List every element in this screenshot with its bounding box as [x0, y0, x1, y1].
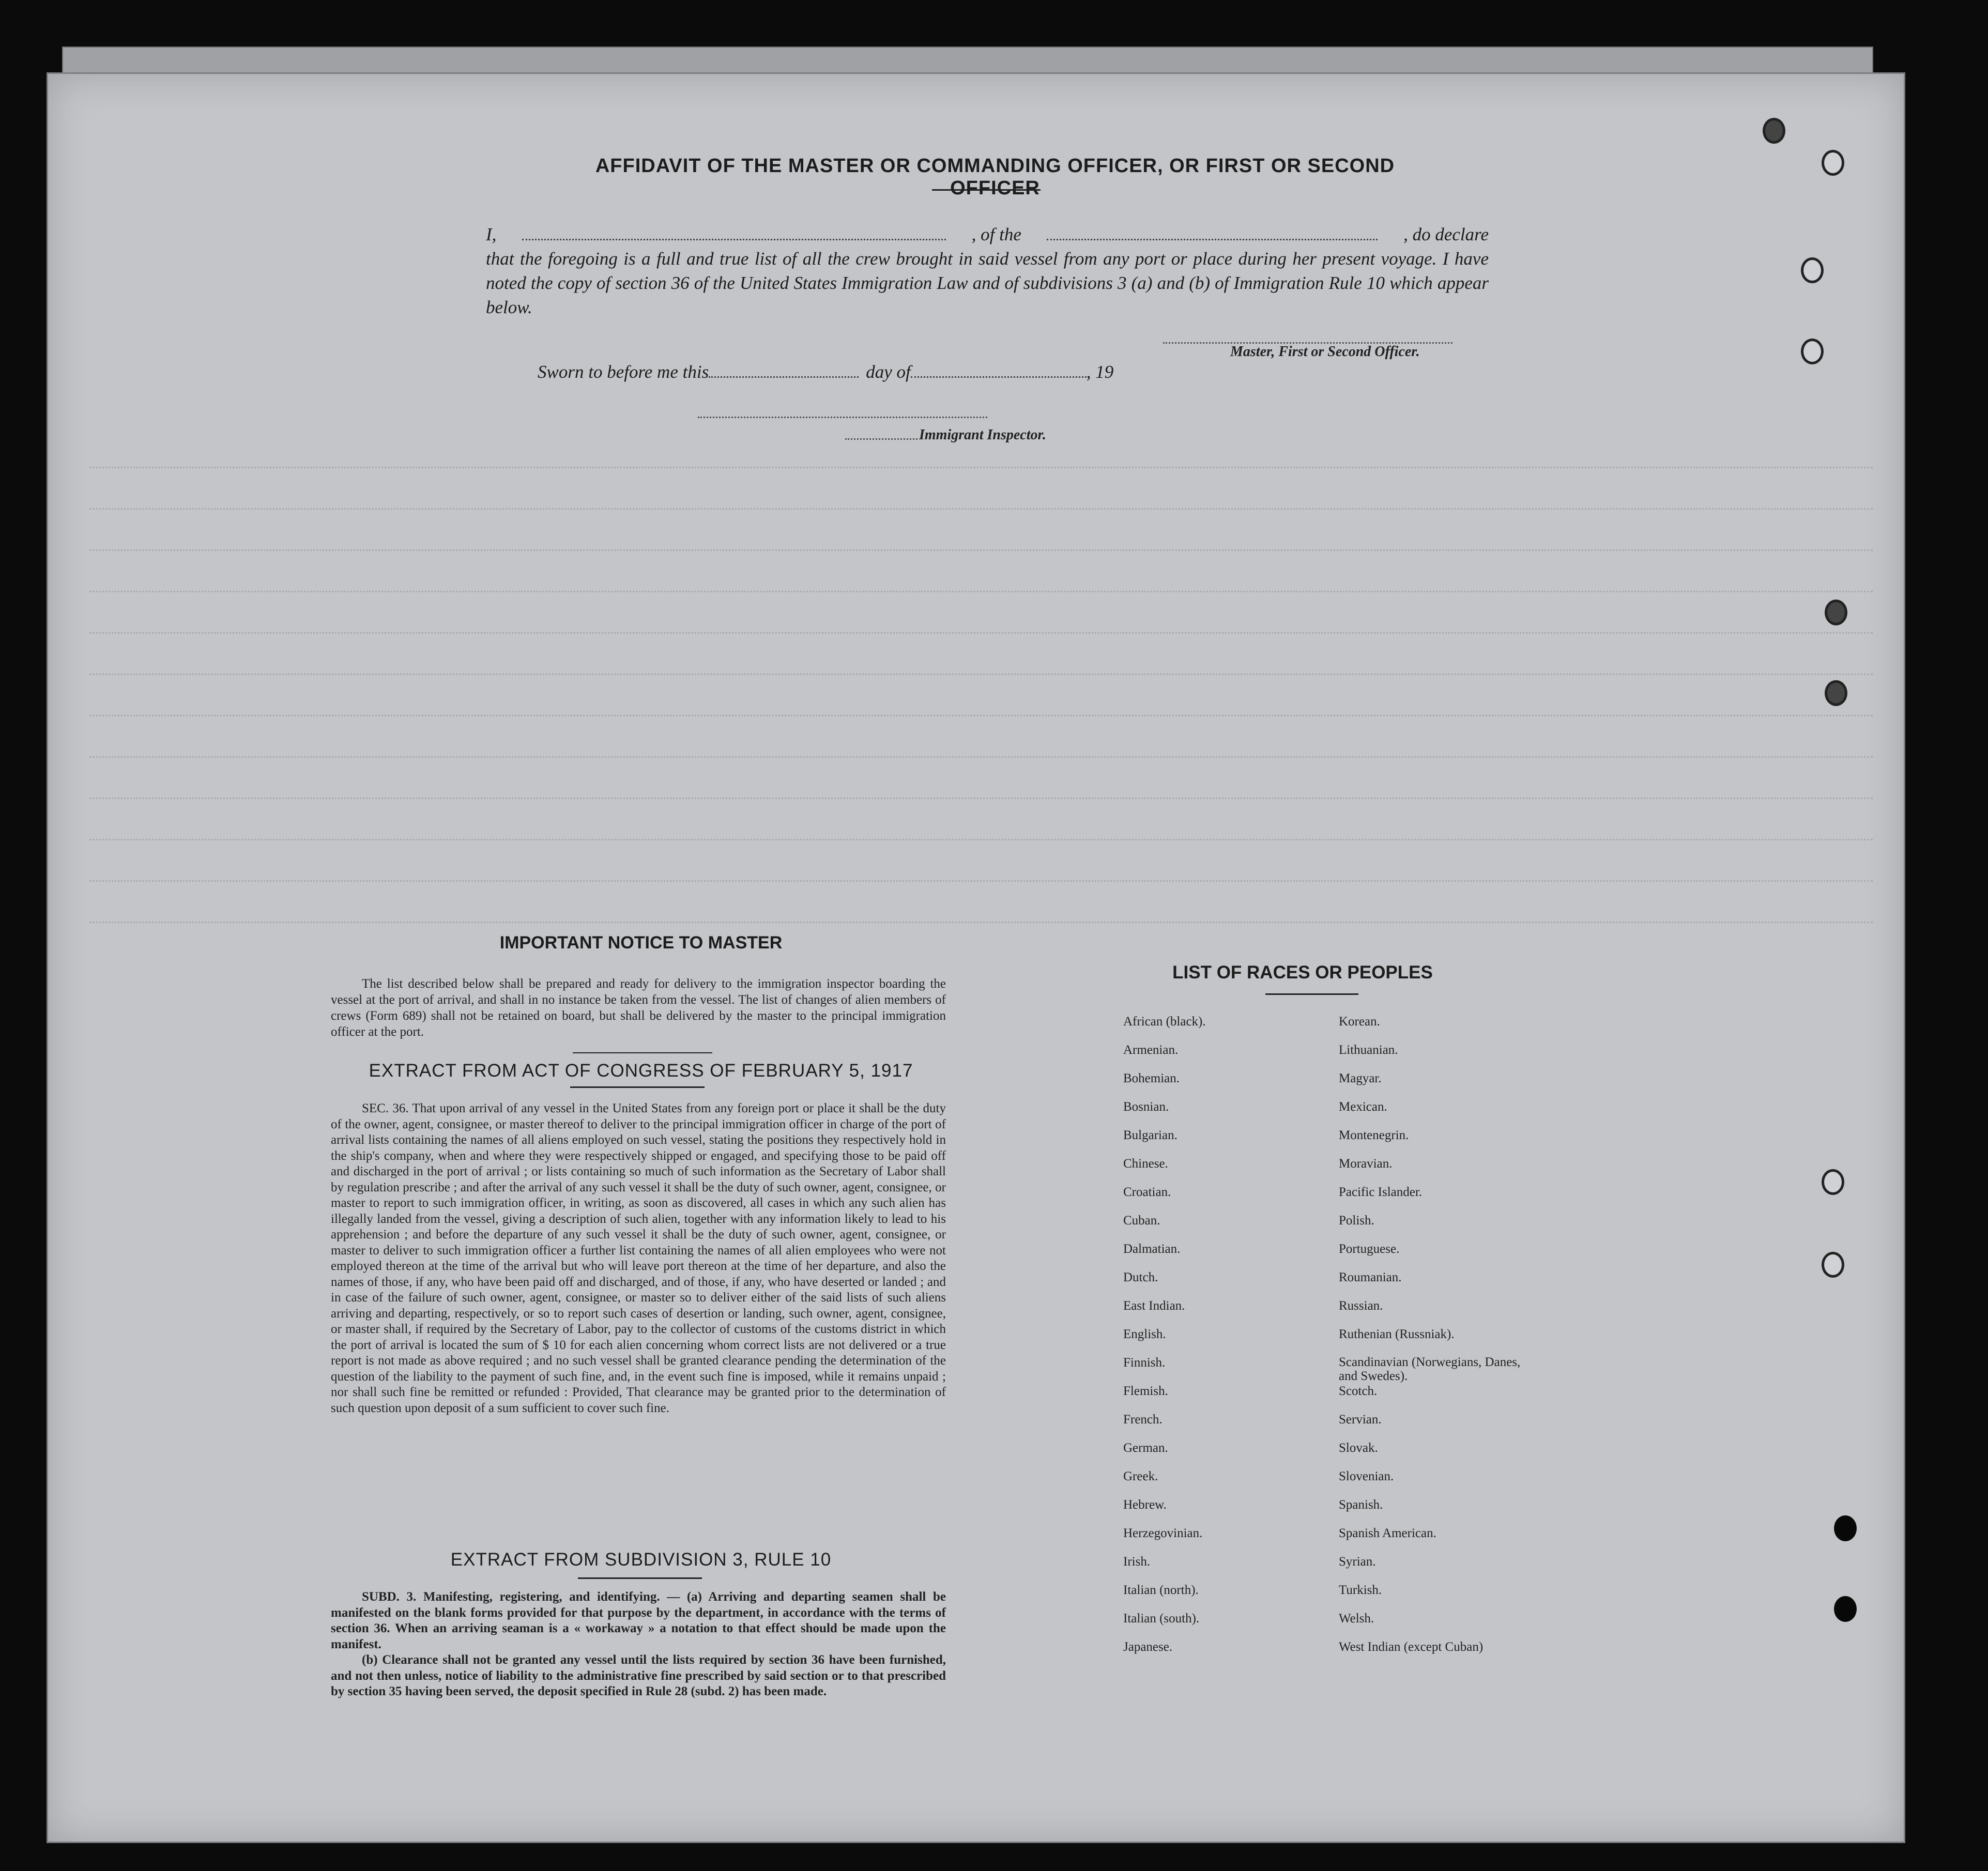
punch-hole-icon [1801, 339, 1824, 364]
crew-list-sheet [47, 72, 1905, 1843]
race-item: French. [1123, 1413, 1163, 1427]
bleed-through-row [89, 632, 1873, 635]
day-blank[interactable] [709, 376, 859, 378]
race-item: Scandinavian (Norwegians, Danes, and Swedes). [1339, 1355, 1521, 1383]
bleed-through-row [89, 798, 1873, 800]
race-item: Ruthenian (Russniak). [1339, 1327, 1455, 1341]
bleed-through-row [89, 880, 1873, 883]
race-item: Polish. [1339, 1214, 1374, 1228]
races-list-right [1339, 1014, 1525, 1668]
punch-hole-icon [1834, 1515, 1857, 1541]
do-declare-label: , do declare [1403, 224, 1489, 244]
race-item: Cuban. [1123, 1214, 1160, 1228]
race-item: Dalmatian. [1123, 1242, 1181, 1256]
race-item: Korean. [1339, 1015, 1380, 1029]
race-item: Spanish American. [1339, 1526, 1436, 1540]
declarant-line [486, 222, 1489, 247]
section-divider [578, 1577, 702, 1579]
bleed-through-row [89, 549, 1873, 552]
race-item: Greek. [1123, 1469, 1158, 1483]
race-item: Finnish. [1123, 1356, 1166, 1370]
extract-rule-title: EXTRACT FROM SUBDIVISION 3, RULE 10 [450, 1550, 832, 1570]
race-item: Russian. [1339, 1299, 1383, 1313]
race-item: Syrian. [1339, 1555, 1376, 1569]
bleed-through-row [89, 467, 1873, 469]
section-36-text: SEC. 36. That upon arrival of any vessel in the United States from any foreign port or place it shall be the duty of the owner, agent, consignee, or master thereof to deliver to the principal immigration officer in charge of the port of arrival lists containing the names of all aliens employed on such vessel, stating the positions they respectively hold in the ship's company, when and where they were respectively shipped or engaged, and specifying those to be paid off and discharged in the port of arrival ; or lists containing so much of such information as the Secretary of Labor shall by regulation prescribe ; and after the arrival of any such vessel it shall be the duty of such owner, agent, consignee, or master to report to such immigration officer, in writing, as soon as discovered, all cases in which any such alien has illegally landed from the vessel, giving a description of such alien, together with any information likely to lead to his apprehension ; and before the departure of any such vessel it shall be the duty of such owner, agent, consignee, or master to deliver to such immigration officer a further list containing the names of all alien employees who were not employed thereon at the time of the arrival but who will leave port thereon at the time of her departure, and also the names of those, if any, who have been paid off and discharged, and of those, if any, who have deserted or landed ; and in case of the failure of such owner, agent, consignee, or master so to deliver either of the said lists of such aliens arriving and departing, respectively, or so to report such cases of desertion or landing, such owner, agent, consignee, or master shall, if required by the Secretary of Labor, pay to the collector of customs of the customs district in which the port of arrival is located the sum of $ 10 for each alien concerning whom correct lists are not delivered or a true report is not made as above required ; and no such vessel shall be granted clearance pending the determination of the question of the liability to the payment of such fine, and, in the event such fine is imposed, while it remains unpaid ; nor shall such fine be remitted or refunded : Provided, That clearance may be granted prior to the determination of such question upon deposit of a sum sufficient to cover such fine. [331, 1101, 946, 1415]
race-item: West Indian (except Cuban) [1339, 1640, 1484, 1654]
race-item: Flemish. [1123, 1384, 1168, 1398]
bleed-through-row [89, 508, 1873, 511]
bleed-through-row [89, 715, 1873, 717]
day-of-label: day of [866, 362, 911, 382]
race-item: German. [1123, 1441, 1168, 1455]
race-item: Hebrew. [1123, 1498, 1167, 1512]
punch-hole-icon [1825, 600, 1847, 625]
bleed-through-row [89, 922, 1873, 924]
title-underline [932, 189, 1041, 191]
punch-hole-icon [1801, 257, 1824, 283]
sworn-label: Sworn to before me this [538, 362, 709, 382]
race-item: Bosnian. [1123, 1100, 1169, 1114]
affidavit-title: AFFIDAVIT OF THE MASTER OR COMMANDING OFFICER, OR FIRST OR SECOND OFFICER [595, 155, 1395, 199]
punch-hole-icon [1834, 1596, 1857, 1622]
subdivision-3-para-b: (b) Clearance shall not be granted any vessel until the lists required by section 36 have been furnished, and not then unless, notice of liability to the administrative fine prescribed by said section or to that prescribed by section 35 having been served, the deposit specified in Rule 28 (subd. 2) has been made. [331, 1653, 946, 1698]
inspector-signature-line[interactable] [698, 417, 987, 418]
section-divider [570, 1086, 705, 1088]
vessel-blank[interactable] [1047, 239, 1378, 240]
bleed-through-row [89, 839, 1873, 841]
race-item: Scotch. [1339, 1384, 1378, 1398]
punch-hole-icon [1763, 118, 1785, 144]
year-label: , 19 [1086, 362, 1114, 382]
race-item: Mexican. [1339, 1100, 1387, 1114]
subdivision-3-text [331, 1589, 946, 1700]
punch-hole-icon [1822, 1252, 1844, 1278]
race-item: Montenegrin. [1339, 1128, 1409, 1142]
race-item: Pacific Islander. [1339, 1185, 1423, 1199]
race-item: Chinese. [1123, 1157, 1168, 1171]
race-item: Italian (north). [1123, 1583, 1199, 1597]
race-item: Moravian. [1339, 1157, 1393, 1171]
race-item: Bulgarian. [1123, 1128, 1177, 1142]
month-blank[interactable] [911, 376, 1087, 378]
race-item: Lithuanian. [1339, 1043, 1398, 1057]
race-item: Slovenian. [1339, 1469, 1394, 1483]
race-item: Bohemian. [1123, 1071, 1180, 1085]
affidavit-statement [486, 222, 1489, 319]
master-signature-label: Master, First or Second Officer. [1230, 344, 1420, 360]
i-label: I, [486, 224, 497, 244]
bleed-through-row [89, 673, 1873, 676]
race-item: Servian. [1339, 1413, 1382, 1427]
section-divider [573, 1052, 712, 1053]
race-item: Armenian. [1123, 1043, 1179, 1057]
extract-act-title: EXTRACT FROM ACT OF CONGRESS OF FEBRUARY 5, 1917 [369, 1061, 913, 1081]
race-item: African (black). [1123, 1015, 1206, 1029]
race-item: Italian (south). [1123, 1612, 1200, 1625]
race-item: Portuguese. [1339, 1242, 1400, 1256]
inspector-label: Immigrant Inspector. [919, 427, 1046, 443]
punch-hole-icon [1822, 150, 1844, 176]
affidavit-body: that the foregoing is a full and true list of all the crew brought in said vessel from any port or place during her present voyage. I have noted the copy of section 36 of the United States Immigration Law and of subdivisions 3 (a) and (b) of Immigration Rule 10 which appear below. [486, 249, 1489, 317]
subdivision-3-para-a: SUBD. 3. Manifesting, registering, and identifying. — (a) Arriving and departing seamen shall be manifested on the blank forms provided for that purpose by the department, in accordance with the terms of section 36. When an arriving seaman is a « workaway » a notation to that effect should be made upon the manifest. [331, 1590, 946, 1651]
race-item: East Indian. [1123, 1299, 1185, 1313]
race-item: Dutch. [1123, 1270, 1158, 1284]
race-item: Croatian. [1123, 1185, 1171, 1199]
race-item: Spanish. [1339, 1498, 1383, 1512]
sworn-line [538, 362, 1179, 382]
race-item: Roumanian. [1339, 1270, 1402, 1284]
notice-body: The list described below shall be prepared and ready for delivery to the immigration inspector boarding the vessel at the port of arrival, and shall in no instance be taken from the vessel. The list of changes of alien members of crews (Form 689) shall not be retained on board, but shall be delivered by the master to the principal immigration officer at the port. [331, 977, 946, 1039]
punch-hole-icon [1822, 1169, 1844, 1195]
name-blank[interactable] [522, 239, 946, 240]
notice-title: IMPORTANT NOTICE TO MASTER [499, 933, 783, 953]
race-item: Turkish. [1339, 1583, 1382, 1597]
race-item: Magyar. [1339, 1071, 1382, 1085]
race-item: Irish. [1123, 1555, 1151, 1569]
races-title-underline [1265, 993, 1358, 995]
race-item: Slovak. [1339, 1441, 1378, 1455]
bleed-through-row [89, 591, 1873, 593]
races-title: LIST OF RACES OR PEOPLES [1172, 962, 1433, 983]
inspector-signature-line-short [845, 438, 917, 440]
race-item: Herzegovinian. [1123, 1526, 1203, 1540]
races-list-left [1123, 1014, 1340, 1668]
race-item: Welsh. [1339, 1612, 1374, 1625]
of-the-label: , of the [971, 224, 1021, 244]
race-item: English. [1123, 1327, 1166, 1341]
race-item: Japanese. [1123, 1640, 1173, 1654]
punch-hole-icon [1825, 680, 1847, 706]
bleed-through-row [89, 756, 1873, 759]
